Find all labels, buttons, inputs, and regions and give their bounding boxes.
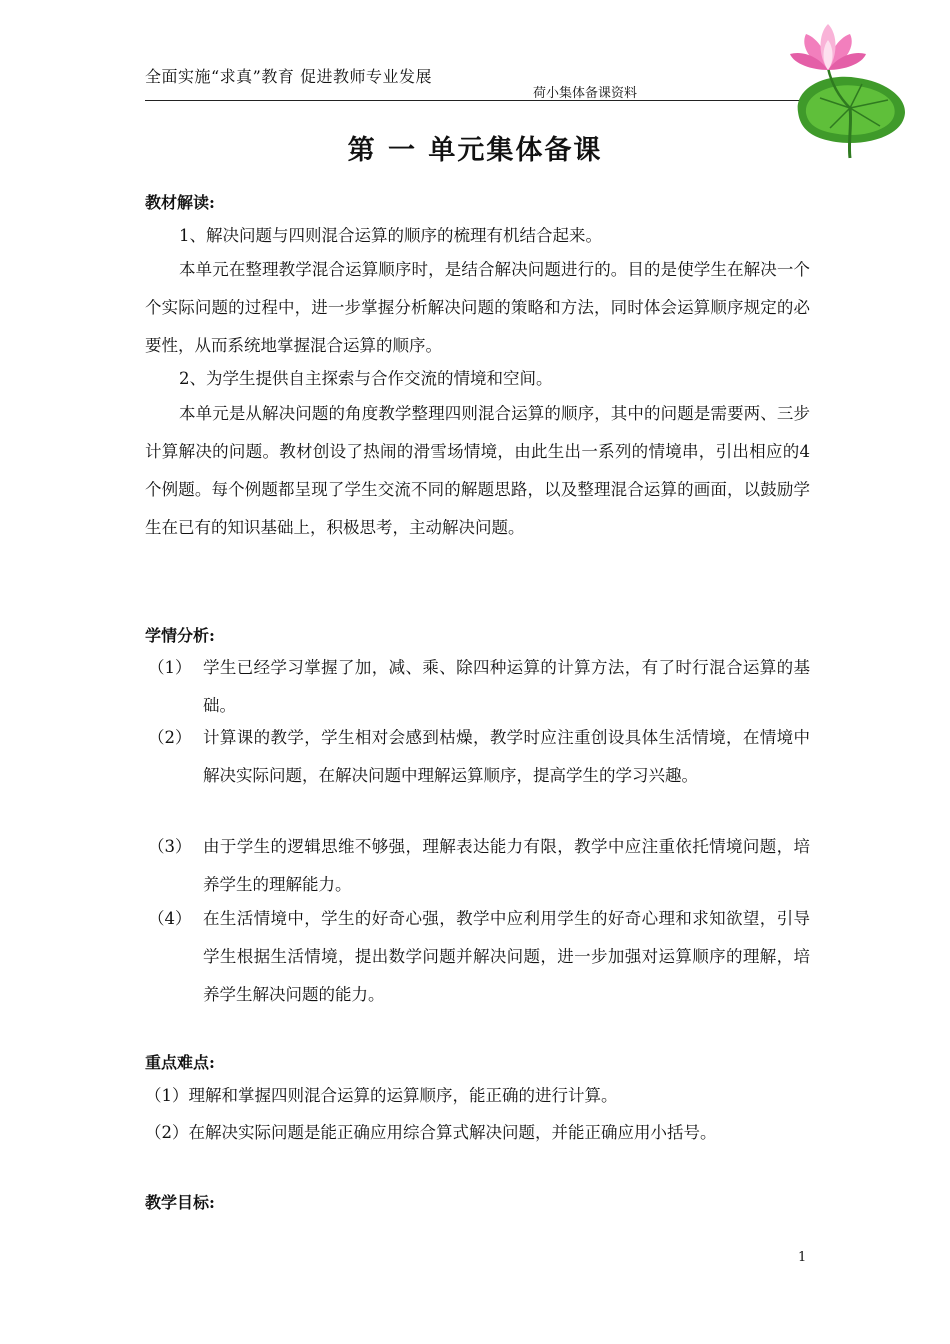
list-item-number: （4） (148, 909, 192, 928)
list-item (145, 649, 810, 725)
section-heading-material: 教材解读: (145, 193, 215, 212)
section-heading-teaching-goals: 教学目标: (145, 1193, 215, 1212)
list-item (145, 828, 810, 904)
list-item-text: 计算课的教学，学生相对会感到枯燥，教学时应注重创设具体生活情境，在情境中解决实际问题，在解决问题中理解运算顺序，提高学生的学习兴趣。 (203, 728, 810, 785)
material-paragraph-1: 本单元在整理教学混合运算顺序时，是结合解决问题进行的。目的是使学生在解决一个个实际问题的过程中，进一步掌握分析解决问题的策略和方法，同时体会运算顺序规定的必要性，从而系统地掌握混合运算的顺序。 (145, 260, 810, 355)
section-heading-key-difficulties: 重点难点: (145, 1053, 215, 1072)
list-item-number: （3） (148, 837, 192, 856)
section-heading-learner-analysis: 学情分析: (145, 626, 215, 645)
list-item (145, 900, 810, 1014)
list-item-text: 由于学生的逻辑思维不够强，理解表达能力有限，教学中应注重依托情境问题，培养学生的理解能力。 (203, 837, 810, 894)
material-point-2: 2、为学生提供自主探索与合作交流的情境和空间。 (179, 369, 553, 388)
header-slogan: 全面实施“求真”教育 促进教师专业发展 (145, 67, 432, 86)
material-paragraph-2: 本单元是从解决问题的角度教学整理四则混合运算的顺序，其中的问题是需要两、三步计算解决的问题。教材创设了热闹的滑雪场情境，由此生出一系列的情境串，引出相应的4个例题。每个例题都呈现了学生交流不同的解题思路，以及整理混合运算的画面，以鼓励学生在已有的知识基础上，积极思考，主动解决问题。 (145, 404, 810, 537)
list-item-text: 学生已经学习掌握了加，减、乘、除四种运算的计算方法，有了时行混合运算的基础。 (203, 658, 810, 715)
list-item-number: （2） (148, 728, 192, 747)
page-title: 第 一 单元集体备课 (347, 135, 603, 166)
header-label: 荷小集体备课资料 (533, 86, 638, 101)
key-point-2: （2）在解决实际问题是能正确应用综合算式解决问题，并能正确应用小括号。 (145, 1123, 717, 1142)
list-item-text: 在生活情境中，学生的好奇心强，教学中应利用学生的好奇心理和求知欲望，引导学生根据生活情境，提出数学问题并解决问题，进一步加强对运算顺序的理解，培养学生解决问题的能力。 (203, 909, 810, 1004)
page-number: 1 (798, 1250, 807, 1265)
key-point-1: （1）理解和掌握四则混合运算的运算顺序，能正确的进行计算。 (145, 1086, 618, 1105)
list-item (145, 719, 810, 795)
list-item-number: （1） (148, 658, 192, 677)
material-point-1: 1、解决问题与四则混合运算的顺序的梳理有机结合起来。 (179, 226, 602, 245)
header-divider (145, 100, 810, 101)
